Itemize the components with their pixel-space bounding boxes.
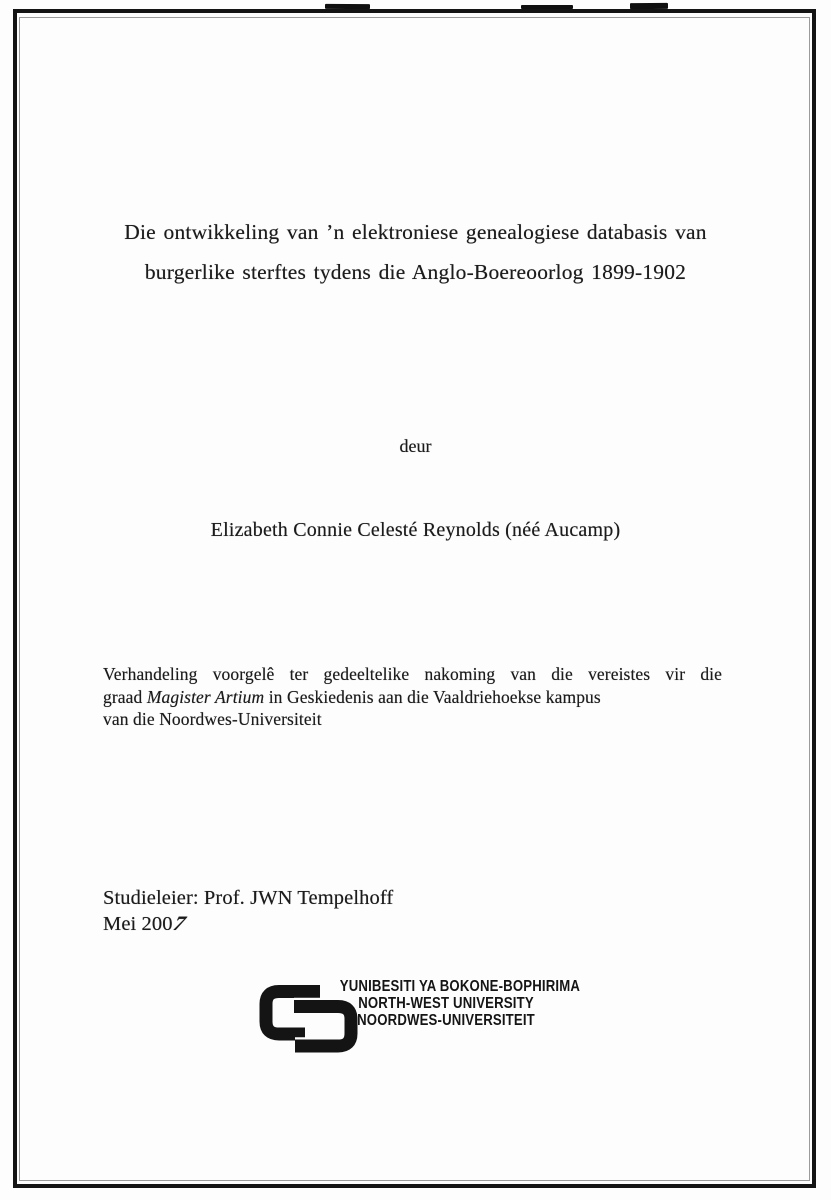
degree-name-italic: Magister Artium xyxy=(146,686,265,707)
degree-statement-line1: Verhandeling voorgelê ter gedeeltelike nakoming van die vereistes vir die xyxy=(103,664,722,684)
university-name-english: NORTH-WEST UNIVERSITY xyxy=(358,995,534,1012)
thesis-title-line2: burgerlike sterftes tydens die Anglo-Boereoorlog 1899-1902 xyxy=(144,260,687,284)
university-logo xyxy=(258,970,588,1056)
university-name-setswana: YUNIBESITI YA BOKONE-BOPHIRIMA xyxy=(339,978,581,995)
degree-statement-line2-prefix: graad xyxy=(103,686,147,707)
degree-statement-line2 xyxy=(103,686,722,709)
date-line xyxy=(103,911,393,937)
scan-artifact xyxy=(325,4,370,9)
degree-statement xyxy=(103,663,722,731)
thesis-title xyxy=(55,212,776,292)
university-name-afrikaans: NOORDWES-UNIVERSITEIT xyxy=(357,1012,535,1029)
degree-statement-line3: van die Noordwes-Universiteit xyxy=(103,709,322,729)
date-last-digit: 7 xyxy=(168,913,190,935)
author-name: Elizabeth Connie Celesté Reynolds (néé Aucamp) xyxy=(210,519,621,541)
degree-statement-line2-suffix: in Geskiedenis aan die Vaaldriehoekse kampus xyxy=(264,686,601,707)
scan-artifact xyxy=(630,3,668,9)
byline-deur: deur xyxy=(399,436,432,456)
date-prefix: Mei 200 xyxy=(103,913,173,935)
supervisor-line: Studieleier: Prof. JWN Tempelhoff xyxy=(103,887,394,909)
university-name-block xyxy=(339,978,581,1029)
imprint-block xyxy=(103,885,393,937)
scan-artifact xyxy=(521,5,573,9)
thesis-title-line1: Die ontwikkeling van ’n elektroniese genealogiese databasis van xyxy=(124,220,707,244)
